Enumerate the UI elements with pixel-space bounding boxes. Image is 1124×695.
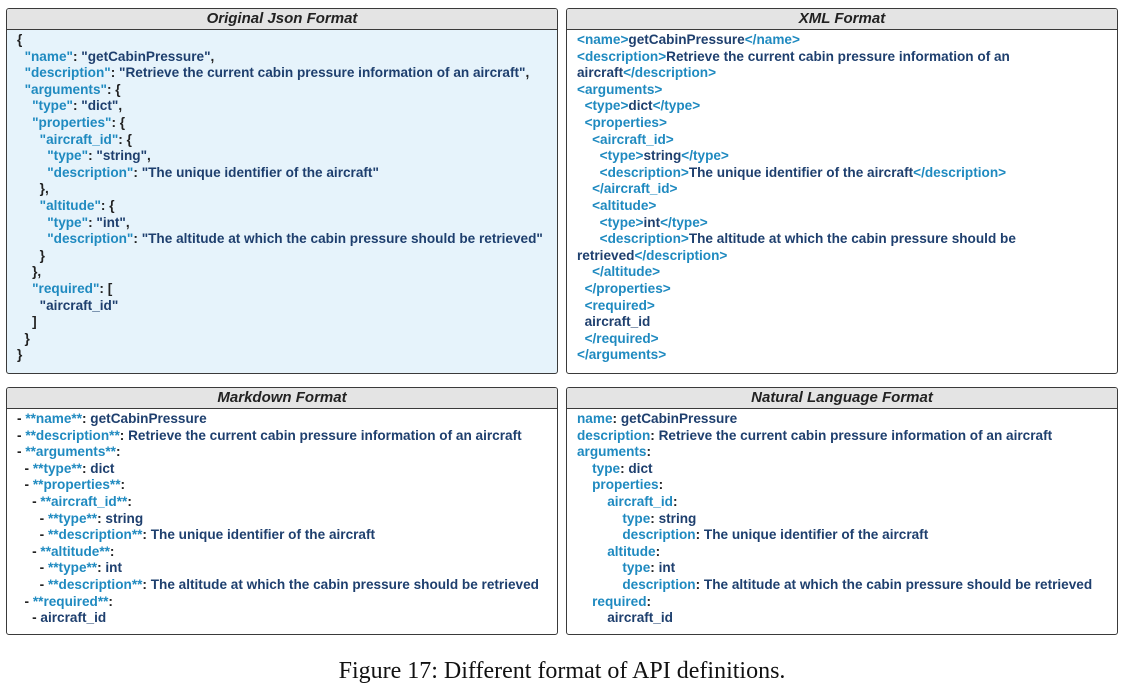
code-punctuation bbox=[17, 98, 32, 113]
code-punctuation bbox=[577, 610, 607, 625]
code-value: The unique identifier of the aircraft bbox=[703, 527, 929, 543]
code-key: altitude bbox=[607, 543, 656, 559]
code-punctuation: : bbox=[646, 593, 652, 609]
code-key: **altitude** bbox=[40, 543, 110, 559]
code-key: aircraft_id bbox=[607, 493, 673, 509]
code-line bbox=[17, 148, 547, 165]
code-line bbox=[577, 331, 1107, 348]
code-line bbox=[17, 461, 547, 478]
code-key: **description** bbox=[47, 527, 143, 543]
code-value: The altitude at which the cabin pressure should be bbox=[688, 231, 1016, 247]
code-punctuation: : bbox=[620, 460, 629, 476]
code-key: "aircraft_id" bbox=[39, 131, 119, 147]
code-punctuation: : bbox=[81, 411, 91, 426]
markdown-format-panel bbox=[6, 387, 558, 635]
code-line bbox=[17, 411, 547, 428]
code-punctuation: - bbox=[17, 411, 26, 426]
code-punctuation: - bbox=[17, 610, 41, 626]
code-punctuation bbox=[17, 198, 40, 213]
code-value: int bbox=[658, 560, 676, 576]
code-value: retrieved bbox=[577, 247, 635, 263]
code-key: type bbox=[592, 460, 621, 476]
code-key: <aircraft_id> bbox=[592, 131, 674, 147]
code-punctuation: } bbox=[17, 247, 45, 263]
code-punctuation: - bbox=[17, 543, 41, 559]
code-line bbox=[577, 281, 1107, 298]
code-punctuation bbox=[577, 132, 592, 147]
code-punctuation: : bbox=[646, 444, 652, 460]
xml-format-title: XML Format bbox=[567, 9, 1117, 30]
code-key: "properties" bbox=[32, 114, 112, 130]
code-punctuation: : bbox=[110, 65, 120, 81]
code-punctuation: : bbox=[133, 231, 142, 247]
json-format-panel bbox=[6, 8, 558, 374]
code-key: properties bbox=[592, 477, 659, 493]
code-value: The altitude at which the cabin pressure should be retrieved bbox=[150, 576, 539, 592]
code-value: "getCabinPressure" bbox=[81, 48, 211, 64]
code-key: "type" bbox=[32, 98, 73, 114]
code-punctuation bbox=[577, 215, 600, 230]
code-punctuation bbox=[577, 264, 592, 279]
code-key: "description" bbox=[24, 65, 111, 81]
code-key: </required> bbox=[584, 330, 659, 346]
code-line bbox=[577, 165, 1107, 182]
code-value: int bbox=[643, 214, 661, 230]
code-line bbox=[577, 115, 1107, 132]
code-punctuation bbox=[577, 577, 622, 592]
code-punctuation: - bbox=[17, 593, 33, 609]
code-key: "arguments" bbox=[24, 81, 107, 97]
code-value: getCabinPressure bbox=[628, 32, 745, 47]
code-line bbox=[17, 248, 547, 265]
code-line bbox=[577, 298, 1107, 315]
code-punctuation bbox=[17, 115, 32, 130]
code-value: string bbox=[643, 148, 682, 164]
code-value: dict bbox=[628, 460, 653, 476]
code-value: aircraft bbox=[577, 65, 624, 81]
code-value: "aircraft_id" bbox=[39, 297, 119, 313]
code-line bbox=[17, 115, 547, 132]
code-value: Retrieve the current cabin pressure information of an bbox=[666, 48, 1010, 64]
code-line bbox=[17, 577, 547, 594]
code-line bbox=[17, 281, 547, 298]
code-key: **type** bbox=[47, 510, 98, 526]
code-punctuation: : bbox=[109, 543, 115, 559]
code-line bbox=[17, 428, 547, 445]
code-punctuation: - bbox=[17, 576, 48, 592]
code-punctuation bbox=[17, 49, 25, 64]
code-line bbox=[577, 411, 1107, 428]
code-punctuation bbox=[577, 511, 622, 526]
code-punctuation: , bbox=[118, 98, 123, 114]
code-line bbox=[577, 494, 1107, 511]
json-format-code bbox=[7, 30, 557, 364]
code-key: </description> bbox=[623, 65, 717, 81]
code-punctuation: : bbox=[655, 543, 661, 559]
code-punctuation: - bbox=[17, 527, 48, 543]
code-punctuation bbox=[577, 494, 607, 509]
code-punctuation bbox=[577, 461, 592, 476]
code-key: <arguments> bbox=[577, 81, 663, 97]
code-punctuation bbox=[577, 544, 607, 559]
code-punctuation: : bbox=[81, 460, 91, 476]
natural-language-format-code bbox=[567, 409, 1117, 627]
code-line bbox=[577, 577, 1107, 594]
code-line bbox=[17, 298, 547, 315]
code-value: The altitude at which the cabin pressure should be retrieved bbox=[703, 576, 1093, 592]
code-value: aircraft_id bbox=[607, 610, 673, 626]
code-punctuation: : bbox=[97, 510, 106, 526]
code-punctuation: : bbox=[142, 576, 151, 592]
code-punctuation: - bbox=[17, 560, 48, 576]
code-punctuation bbox=[577, 477, 592, 492]
code-key: "description" bbox=[47, 164, 134, 180]
code-line bbox=[17, 527, 547, 544]
code-line bbox=[17, 331, 547, 348]
code-line bbox=[577, 132, 1107, 149]
code-punctuation: : bbox=[672, 493, 678, 509]
code-punctuation: : bbox=[119, 427, 129, 443]
code-key: **description** bbox=[25, 427, 120, 443]
code-key: type bbox=[622, 560, 651, 576]
code-key: <altitude> bbox=[592, 197, 657, 213]
code-key: **required** bbox=[32, 593, 109, 609]
code-key: "description" bbox=[47, 231, 134, 247]
code-key: "type" bbox=[47, 148, 89, 164]
code-key: **description** bbox=[47, 576, 143, 592]
code-punctuation: }, bbox=[17, 181, 49, 197]
code-key: <description> bbox=[599, 231, 689, 247]
code-key: **name** bbox=[25, 411, 82, 426]
code-punctuation bbox=[577, 331, 585, 346]
code-punctuation bbox=[577, 115, 585, 130]
code-line bbox=[17, 165, 547, 182]
code-key: **type** bbox=[47, 560, 98, 576]
code-line bbox=[17, 494, 547, 511]
code-key: <description> bbox=[599, 164, 689, 180]
code-key: </arguments> bbox=[577, 347, 667, 363]
code-punctuation: , bbox=[525, 65, 530, 81]
code-line bbox=[17, 49, 547, 66]
code-punctuation: : bbox=[88, 148, 97, 164]
code-key: </type> bbox=[660, 214, 708, 230]
code-punctuation: - bbox=[17, 510, 48, 526]
code-line bbox=[577, 347, 1107, 364]
code-line bbox=[17, 65, 547, 82]
code-line bbox=[17, 264, 547, 281]
code-punctuation bbox=[17, 231, 47, 246]
code-punctuation: : { bbox=[118, 131, 132, 147]
code-line bbox=[17, 314, 547, 331]
code-line bbox=[577, 461, 1107, 478]
code-punctuation bbox=[577, 314, 585, 329]
code-punctuation: : bbox=[650, 510, 659, 526]
code-punctuation bbox=[577, 560, 622, 575]
code-punctuation: : bbox=[72, 48, 82, 64]
code-key: "type" bbox=[47, 214, 89, 230]
code-punctuation: : { bbox=[111, 114, 126, 130]
code-key: <properties> bbox=[584, 114, 667, 130]
code-value: "The unique identifier of the aircraft" bbox=[141, 164, 379, 180]
code-value: "The altitude at which the cabin pressure should be retrieved" bbox=[141, 231, 543, 247]
code-key: </altitude> bbox=[592, 264, 661, 280]
code-key: name bbox=[577, 411, 613, 426]
code-punctuation: ] bbox=[17, 314, 37, 330]
xml-format-panel bbox=[566, 8, 1118, 374]
code-punctuation bbox=[577, 231, 600, 246]
json-format-title: Original Json Format bbox=[7, 9, 557, 30]
code-punctuation: : bbox=[658, 477, 664, 493]
code-key: "name" bbox=[24, 48, 73, 64]
code-punctuation: : bbox=[650, 560, 659, 576]
code-line bbox=[577, 444, 1107, 461]
code-line bbox=[577, 148, 1107, 165]
code-key: description bbox=[577, 427, 651, 443]
code-line bbox=[577, 544, 1107, 561]
code-punctuation: , bbox=[147, 148, 151, 164]
code-line bbox=[577, 248, 1107, 265]
code-key: <type> bbox=[599, 214, 644, 230]
code-punctuation: - bbox=[17, 493, 41, 509]
code-key: arguments bbox=[577, 444, 647, 460]
code-punctuation bbox=[577, 198, 592, 213]
code-value: "int" bbox=[96, 214, 126, 230]
code-punctuation: - bbox=[17, 460, 33, 476]
code-punctuation: : bbox=[127, 493, 132, 509]
code-line bbox=[577, 477, 1107, 494]
code-key: </name> bbox=[744, 32, 800, 47]
code-value: getCabinPressure bbox=[620, 411, 738, 426]
code-line bbox=[17, 98, 547, 115]
code-punctuation: : { bbox=[106, 81, 121, 97]
markdown-format-code bbox=[7, 409, 557, 627]
code-punctuation: : bbox=[142, 527, 151, 543]
code-line bbox=[17, 82, 547, 99]
code-key: </properties> bbox=[584, 280, 671, 296]
code-key: type bbox=[622, 510, 651, 526]
code-punctuation: : bbox=[120, 477, 126, 493]
code-punctuation bbox=[577, 527, 622, 542]
code-line bbox=[17, 560, 547, 577]
code-line bbox=[577, 610, 1107, 627]
code-punctuation: , bbox=[125, 214, 130, 230]
code-key: <type> bbox=[584, 98, 629, 114]
code-punctuation: : bbox=[695, 576, 704, 592]
code-value: The unique identifier of the aircraft bbox=[150, 527, 376, 543]
code-line bbox=[577, 32, 1107, 49]
code-line bbox=[577, 527, 1107, 544]
code-line bbox=[577, 49, 1107, 66]
code-line bbox=[17, 477, 547, 494]
code-line bbox=[577, 560, 1107, 577]
code-punctuation bbox=[577, 165, 600, 180]
code-line bbox=[577, 231, 1107, 248]
code-key: "required" bbox=[32, 280, 100, 296]
code-line bbox=[17, 198, 547, 215]
markdown-format-title: Markdown Format bbox=[7, 388, 557, 409]
code-key: **arguments** bbox=[25, 444, 116, 460]
code-key: description bbox=[622, 576, 696, 592]
code-key: description bbox=[622, 527, 696, 543]
code-line bbox=[577, 314, 1107, 331]
code-value: dict bbox=[628, 98, 653, 114]
code-value: aircraft_id bbox=[584, 314, 651, 330]
code-punctuation bbox=[17, 298, 40, 313]
code-punctuation: } bbox=[17, 347, 23, 363]
code-punctuation: - bbox=[17, 477, 33, 493]
figure-caption: Figure 17: Different format of API definitions. bbox=[338, 658, 786, 684]
code-line bbox=[17, 32, 547, 49]
code-key: **aircraft_id** bbox=[40, 493, 128, 509]
natural-language-format-panel bbox=[566, 387, 1118, 635]
code-punctuation: : [ bbox=[99, 280, 113, 296]
code-punctuation: : bbox=[72, 98, 82, 114]
code-value: "string" bbox=[96, 148, 148, 164]
code-line bbox=[577, 65, 1107, 82]
code-line bbox=[577, 594, 1107, 611]
code-punctuation bbox=[577, 98, 585, 113]
code-key: <name> bbox=[577, 32, 629, 47]
code-punctuation bbox=[17, 281, 32, 296]
code-key: </type> bbox=[652, 98, 701, 114]
code-key: </type> bbox=[681, 148, 729, 164]
code-key: </aircraft_id> bbox=[592, 181, 678, 197]
code-key: <required> bbox=[584, 297, 655, 313]
code-line bbox=[577, 215, 1107, 232]
code-line bbox=[17, 610, 547, 627]
code-key: <type> bbox=[599, 148, 644, 164]
code-punctuation: : bbox=[612, 411, 621, 426]
code-key: "altitude" bbox=[39, 197, 101, 213]
code-punctuation: } bbox=[17, 330, 30, 346]
code-value: "Retrieve the current cabin pressure information of an aircraft" bbox=[119, 65, 526, 81]
code-key: **properties** bbox=[32, 477, 121, 493]
code-punctuation bbox=[577, 298, 585, 313]
code-value: string bbox=[658, 510, 697, 526]
code-line bbox=[17, 181, 547, 198]
code-punctuation: : bbox=[133, 164, 142, 180]
code-value: Retrieve the current cabin pressure information of an aircraft bbox=[658, 427, 1053, 443]
code-punctuation bbox=[17, 165, 47, 180]
code-punctuation: }, bbox=[17, 264, 42, 280]
code-line bbox=[577, 181, 1107, 198]
code-line bbox=[17, 347, 547, 364]
code-punctuation bbox=[577, 148, 600, 163]
code-line bbox=[577, 98, 1107, 115]
code-punctuation: : bbox=[108, 593, 113, 609]
code-punctuation bbox=[577, 594, 592, 609]
code-line bbox=[17, 215, 547, 232]
code-punctuation: - bbox=[17, 427, 26, 443]
code-line bbox=[17, 511, 547, 528]
code-punctuation: : bbox=[115, 444, 121, 460]
code-value: The unique identifier of the aircraft bbox=[688, 164, 914, 180]
code-line bbox=[17, 231, 547, 248]
code-line bbox=[577, 198, 1107, 215]
code-value: int bbox=[105, 560, 123, 576]
code-punctuation: : bbox=[650, 427, 659, 443]
code-line bbox=[577, 511, 1107, 528]
code-punctuation: { bbox=[17, 32, 23, 47]
code-punctuation bbox=[577, 181, 592, 196]
code-line bbox=[577, 82, 1107, 99]
code-key: </description> bbox=[913, 164, 1007, 180]
code-key: required bbox=[592, 593, 647, 609]
code-punctuation: - bbox=[17, 444, 26, 460]
code-punctuation bbox=[17, 148, 47, 163]
code-punctuation bbox=[17, 132, 40, 147]
natural-language-format-title: Natural Language Format bbox=[567, 388, 1117, 409]
code-key: <description> bbox=[577, 48, 667, 64]
code-line bbox=[17, 544, 547, 561]
code-line bbox=[17, 132, 547, 149]
code-key: </description> bbox=[634, 247, 728, 263]
code-value: Retrieve the current cabin pressure information of an aircraft bbox=[128, 427, 522, 443]
code-punctuation: , bbox=[210, 48, 215, 64]
code-punctuation: : bbox=[97, 560, 106, 576]
code-punctuation bbox=[17, 215, 47, 230]
code-value: getCabinPressure bbox=[90, 411, 207, 426]
code-punctuation bbox=[17, 82, 25, 97]
code-punctuation: : { bbox=[100, 197, 115, 213]
code-value: "dict" bbox=[81, 98, 119, 114]
code-value: string bbox=[105, 510, 144, 526]
code-line bbox=[17, 594, 547, 611]
code-line bbox=[577, 264, 1107, 281]
code-line bbox=[577, 428, 1107, 445]
code-value: aircraft_id bbox=[40, 610, 107, 626]
code-punctuation bbox=[577, 281, 585, 296]
code-line bbox=[17, 444, 547, 461]
code-key: **type** bbox=[32, 460, 82, 476]
code-punctuation: : bbox=[695, 527, 704, 543]
code-punctuation: : bbox=[88, 214, 97, 230]
code-value: dict bbox=[90, 460, 115, 476]
xml-format-code bbox=[567, 30, 1117, 364]
code-punctuation bbox=[17, 65, 25, 80]
